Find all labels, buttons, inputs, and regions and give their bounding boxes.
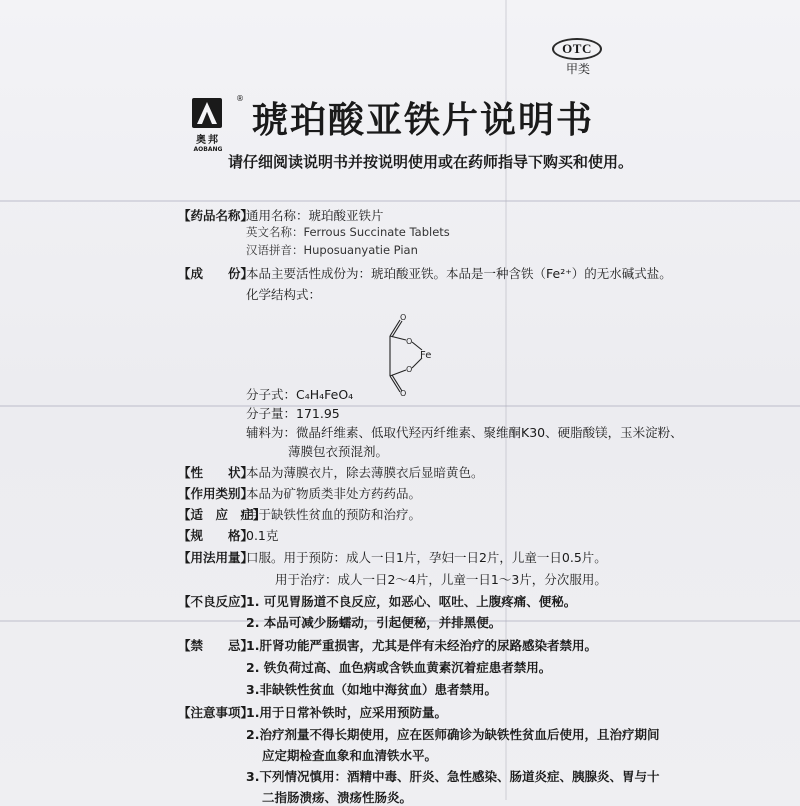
- section-label-spec: 【规 格】: [178, 528, 254, 543]
- section-label-indication: 【适 应 症】: [178, 507, 266, 522]
- section-label-notes: 【注意事项】: [178, 705, 254, 720]
- brand-logo: [178, 98, 238, 153]
- page-subtitle: 请仔细阅读说明书并按说明使用或在药师指导下购买和使用。: [228, 153, 634, 171]
- notes-line-2: 2.治疗剂量不得长期使用，应在医师确诊为缺铁性贫血后使用，且治疗期间: [246, 727, 660, 742]
- section-label-category: 【作用类别】: [178, 486, 254, 501]
- molecular-formula: 分子式：C₄H₄FeO₄: [246, 387, 354, 402]
- section-label-name: 【药品名称】: [178, 208, 254, 223]
- fold-line: [0, 405, 800, 407]
- chemical-structure-diagram: [370, 308, 460, 398]
- registered-mark: ®: [236, 94, 244, 103]
- fe-atom-label: Fe: [420, 350, 432, 361]
- usage-line-2: 用于治疗：成人一日2～4片，儿童一日1～3片，分次服用。: [275, 572, 607, 587]
- svg-text:O: O: [400, 313, 407, 322]
- excipients-line-1: 辅料为：微晶纤维素、低取代羟丙纤维素、聚维酮K30、硬脂酸镁，玉米淀粉、: [246, 425, 683, 440]
- svg-text:O: O: [406, 337, 413, 346]
- generic-name: 通用名称：琥珀酸亚铁片: [246, 208, 384, 223]
- page-title: 琥珀酸亚铁片说明书: [252, 100, 595, 141]
- category-text: 本品为矿物质类非处方药药品。: [246, 486, 422, 501]
- notes-line-3: 应定期检查血象和血清铁水平。: [262, 748, 438, 763]
- otc-badge: OTC: [552, 38, 602, 60]
- notes-line-5: 二指肠溃疡、溃疡性肠炎。: [262, 790, 413, 805]
- svg-text:O: O: [406, 365, 413, 374]
- otc-class-label: 甲类: [566, 62, 591, 76]
- english-name: 英文名称：Ferrous Succinate Tablets: [246, 225, 450, 239]
- contra-line-2: 2. 铁负荷过高、血色病或含铁血黄素沉着症患者禁用。: [246, 660, 552, 675]
- composition-text: 本品主要活性成份为：琥珀酸亚铁。本品是一种含铁（Fe²⁺）的无水碱式盐。: [246, 266, 672, 281]
- adverse-line-2: 2. 本品可减少肠蠕动，引起便秘，并排黑便。: [246, 615, 502, 630]
- fold-line: [0, 200, 800, 202]
- brand-name-cn: 奥邦: [196, 135, 220, 146]
- notes-line-1: 1.用于日常补铁时，应采用预防量。: [246, 705, 447, 720]
- indication-text: 用于缺铁性贫血的预防和治疗。: [246, 507, 422, 522]
- section-label-character: 【性 状】: [178, 465, 254, 480]
- notes-line-4: 3.下列情况慎用：酒精中毒、肝炎、急性感染、肠道炎症、胰腺炎、胃与十: [246, 769, 660, 784]
- usage-line-1: 口服。用于预防：成人一日1片，孕妇一日2片，儿童一日0.5片。: [246, 550, 607, 565]
- svg-text:O: O: [400, 389, 407, 398]
- pinyin-name: 汉语拼音：Huposuanyatie Pian: [246, 243, 418, 257]
- spec-text: 0.1克: [246, 528, 279, 543]
- section-label-adverse: 【不良反应】: [178, 594, 254, 609]
- structure-caption: 化学结构式：: [246, 287, 322, 302]
- brand-name-en: AOBANG: [193, 146, 223, 153]
- section-label-usage: 【用法用量】: [178, 550, 254, 565]
- character-text: 本品为薄膜衣片，除去薄膜衣后显暗黄色。: [246, 465, 484, 480]
- logo-mark-icon: [192, 98, 222, 128]
- section-label-contraindications: 【禁 忌】: [178, 638, 254, 653]
- contra-line-3: 3.非缺铁性贫血（如地中海贫血）患者禁用。: [246, 682, 497, 697]
- molecular-weight: 分子量：171.95: [246, 406, 340, 421]
- adverse-line-1: 1. 可见胃肠道不良反应，如恶心、呕吐、上腹疼痛、便秘。: [246, 594, 577, 609]
- contra-line-1: 1.肝肾功能严重损害，尤其是伴有未经治疗的尿路感染者禁用。: [246, 638, 597, 653]
- section-label-composition: 【成 份】: [178, 266, 254, 281]
- excipients-line-2: 薄膜包衣预混剂。: [288, 444, 389, 459]
